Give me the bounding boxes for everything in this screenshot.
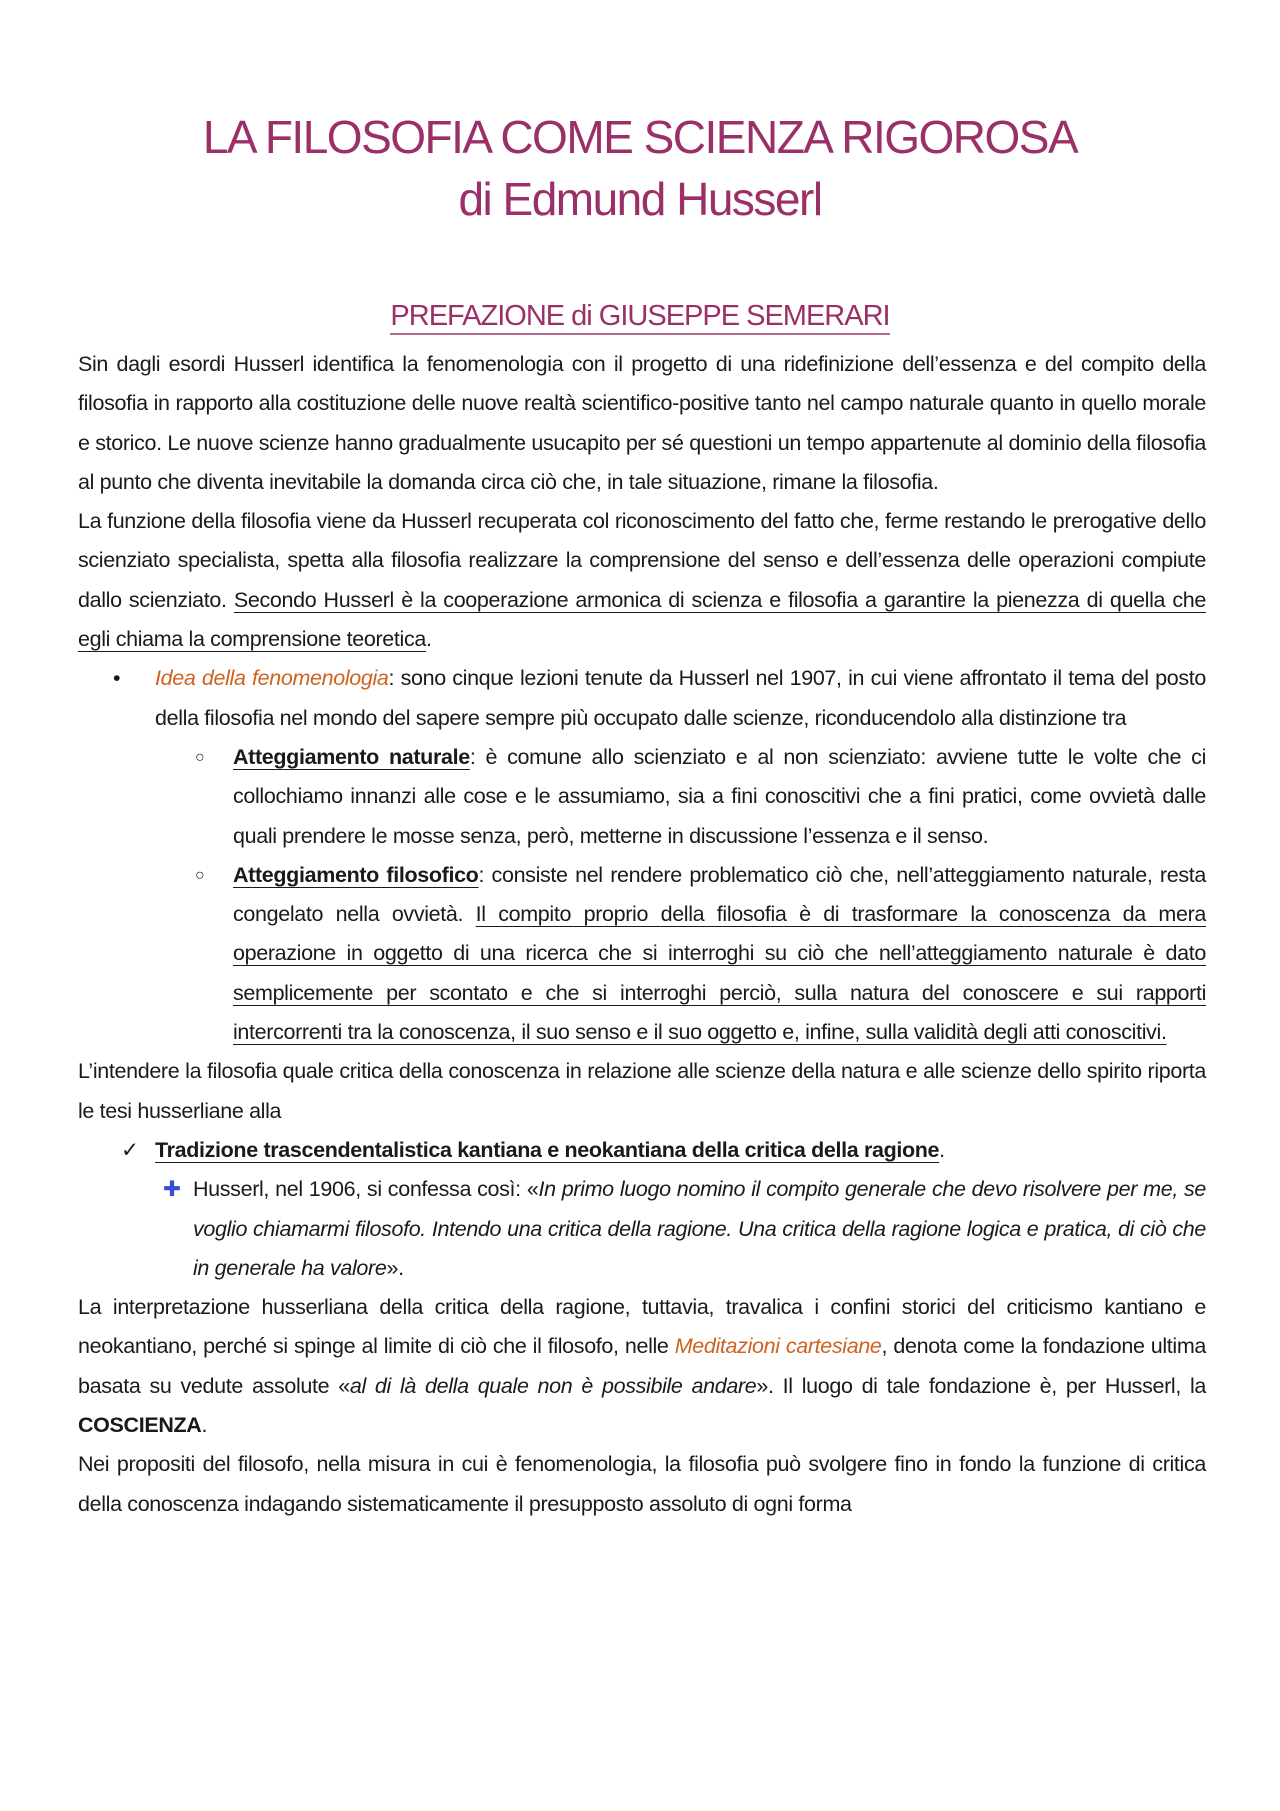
document-subtitle: di Edmund Husserl <box>458 173 822 225</box>
sub-bullet-atteggiamento-naturale: ○ Atteggiamento naturale: è comune allo scienziato e al non scienziato: avviene tutte le volte che ci collochiamo innanzi alle cose e le assumiamo, sia a fini conoscitivi che a fini pratici, come ovvietà dalle quali prendere le mosse senza, però, metterne in discussione l’essenza e il senso. <box>233 738 1206 856</box>
bullet-dot-icon: • <box>113 666 121 691</box>
quote-item-husserl-1906: ✚ Husserl, nel 1906, si confessa così: «In primo luogo nomino il compito generale che devo risolvere per me, se voglio chiamarmi filosofo. Intendo una critica della ragione. Una critica della ragione logica e pratica, di ciò che in generale ha valore». <box>193 1170 1206 1288</box>
paragraph-1: Sin dagli esordi Husserl identifica la fenomenologia con il progetto di una ridefinizione dell’essenza e del compito della filosofia in rapporto alla costituzione delle nuove realtà scientifico-positive tanto nel campo naturale quanto in quello morale e storico. Le nuove scienze hanno gradualmente usucapito per sé questioni un tempo appartenute al dominio della filosofia al punto che diventa inevitabile la domanda circa ciò che, in tale situazione, rimane la filosofia. <box>78 352 1206 494</box>
circle-bullet-icon: ○ <box>195 866 205 884</box>
paragraph-5: Nei propositi del filosofo, nella misura in cui è fenomenologia, la filosofia può svolgere fino in fondo la funzione di critica della conoscenza indagando sistematicamente il presupposto assoluto di ogni forma <box>78 1452 1206 1516</box>
paragraph-4: La interpretazione husserliana della critica della ragione, tuttavia, travalica i confini storici del criticismo kantiano e neokantiano, perché si spinge al limite di ciò che il filosofo, nelle Meditazioni cartesiane, denota come la fondazione ultima basata su vedute assolute «al di là della quale non è possibile andare». Il luogo di tale fondazione è, per Husserl, la COSCIENZA. <box>78 1295 1206 1438</box>
bullet-idea-fenomenologia: • Idea della fenomenologia: sono cinque lezioni tenute da Husserl nel 1907, in cui viene affrontato il tema del posto della filosofia nel mondo del sapere sempre più occupato dalle scienze, riconducendolo alla distinzione tra <box>155 659 1206 738</box>
document-body <box>78 345 1206 1524</box>
checkmark-icon: ✓ <box>121 1137 139 1162</box>
document-title: LA FILOSOFIA COME SCIENZA RIGOROSA <box>202 111 1078 163</box>
paragraph-2: La funzione della filosofia viene da Husserl recuperata col riconoscimento del fatto che, ferme restando le prerogative dello scienziato specialista, spetta alla filosofia realizzare la comprensione del senso e dell’essenza delle operazioni compiute dallo scienziato. Secondo Husserl è la cooperazione armonica di scienza e filosofia a garantire la pienezza di quella che egli chiama la comprensione teoretica. <box>78 509 1206 652</box>
paragraph-3: L’intendere la filosofia quale critica della conoscenza in relazione alle scienze della natura e alle scienze dello spirito riporta le tesi husserliane alla <box>78 1059 1206 1123</box>
circle-bullet-icon: ○ <box>195 748 205 766</box>
sub-bullet-atteggiamento-filosofico: ○ Atteggiamento filosofico: consiste nel rendere problematico ciò che, nell’atteggiamento naturale, resta congelato nella ovvietà. Il compito proprio della filosofia è di trasformare la conoscenza da mera operazione in oggetto di una ricerca che si interroghi su ciò che nell’atteggiamento naturale è dato semplicemente per scontato e che si interroghi perciò, sulla natura del conoscere e sui rapporti intercorrenti tra la conoscenza, il suo senso e il suo oggetto e, infine, sulla validità degli atti conoscitivi. <box>233 856 1206 1052</box>
check-item-tradizione: ✓ Tradizione trascendentalistica kantiana e neokantiana della critica della ragione. <box>155 1131 1206 1170</box>
section-heading: PREFAZIONE di GIUSEPPE SEMERARI <box>0 300 1280 333</box>
arrow-bullet-icon: ✚ <box>163 1177 181 1202</box>
